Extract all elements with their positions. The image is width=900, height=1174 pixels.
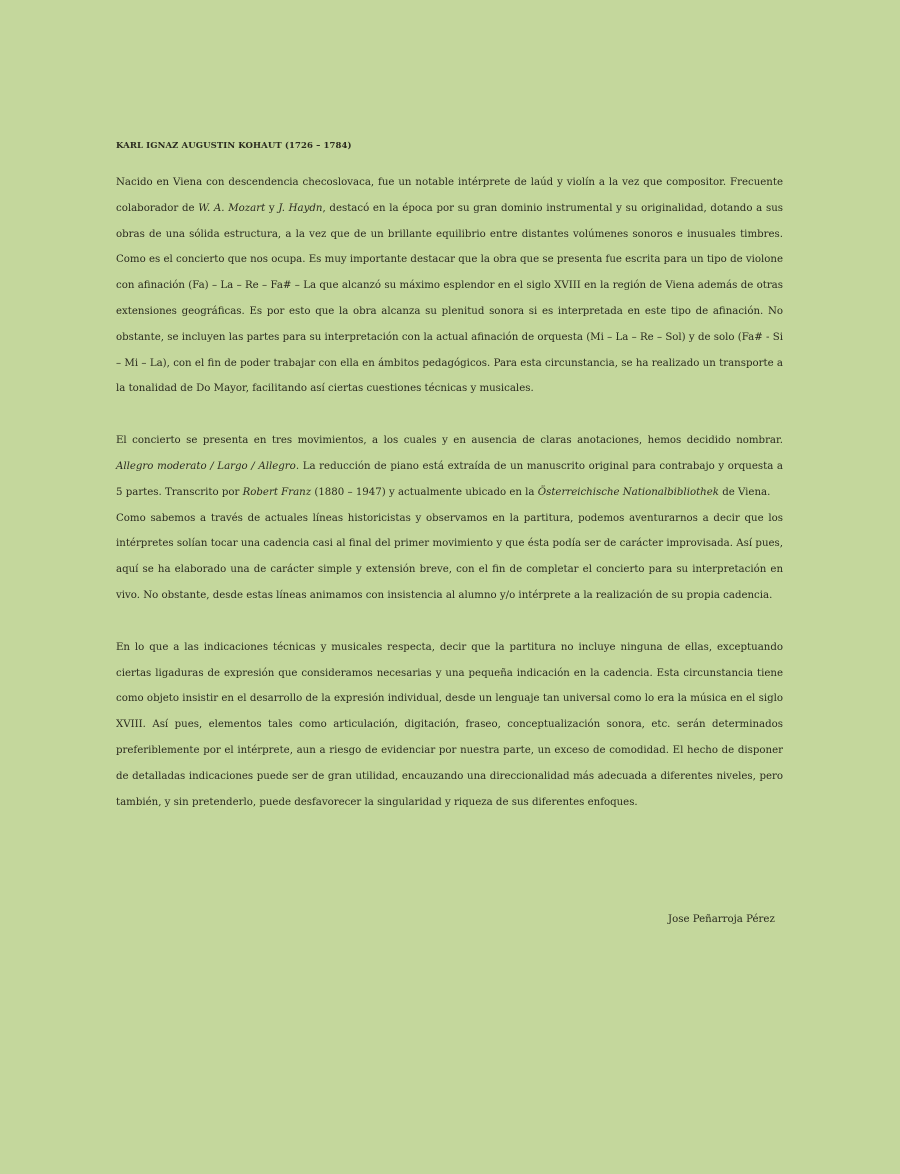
paragraph-text: (1880 – 1947) y actualmente ubicado en la <box>311 486 538 498</box>
document-body <box>116 138 783 815</box>
document-heading: KARL IGNAZ AUGUSTIN KOHAUT (1726 – 1784) <box>116 141 352 151</box>
composer-name: J. Haydn <box>278 202 323 214</box>
library-name: Österreichische Nationalbibliothek <box>537 486 719 498</box>
composer-name: W. A. Mozart <box>198 202 266 214</box>
author-signature: Jose Peñarroja Pérez <box>668 914 775 925</box>
paragraph-movements <box>116 428 783 505</box>
paragraph-cadenza: Como sabemos a través de actuales líneas historicistas y observamos en la partitura, podemos aventurarnos a decir que los intérpretes solían tocar una cadencia casi al final del primer movimiento y que ésta podía ser de carácter improvisada. Así pues, aquí se ha elaborado una de carácter simple y extensión breve, con el fin de completar el concierto para su interpretación en vivo. No obstante, desde estas líneas animamos con insistencia al alumno y/o intérprete a la realización de su propia cadencia. <box>116 512 783 601</box>
paragraph-text: , destacó en la época por su gran dominio instrumental y su originalidad, dotando a sus obras de una sólida estructura, a la vez que de un brillante equilibrio entre distantes volúmenes sonoros e inusuales timbres. Como es el concierto que nos ocupa. Es muy importante destacar que la obra que se presenta fue escrita para un tipo de violone con afinación (Fa) – La – Re – Fa# – La que alcanzó su máximo esplendor en el siglo XVIII en la región de Viena además de otras extensiones geográficas. Es por esto que la obra alcanza su plenitud sonora si es interpretada en este tipo de afinación. No obstante, se incluyen las partes para su interpretación con la actual afinación de orquesta (Mi – La – Re – Sol) y de solo (Fa# - Si – Mi – La), con el fin de poder trabajar con ella en ámbitos pedagógicos. Para esta circunstancia, se ha realizado un transporte a la tonalidad de Do Mayor, facilitando así ciertas cuestiones técnicas y musicales. <box>116 202 783 395</box>
paragraph-text: Nacido en Viena con descendencia checoslovaca, fue un notable intérprete de laúd y violín a la vez que compositor. Frecuente colaborador de <box>116 177 783 214</box>
paragraph-text: y <box>265 202 279 214</box>
movement-names: Allegro moderato / Largo / Allegro <box>116 460 296 472</box>
transcriber-name: Robert Franz <box>242 486 312 498</box>
paragraph-biography <box>116 170 783 402</box>
paragraph-indications: En lo que a las indicaciones técnicas y musicales respecta, decir que la partitura no incluye ninguna de ellas, exceptuando ciertas ligaduras de expresión que consideramos necesarias y una pequeña indicación en la cadencia. Esta circunstancia tiene como objeto insistir en el desarrollo de la expresión individual, desde un lenguaje tan universal como lo era la música en el siglo XVIII. Así pues, elementos tales como articulación, digitación, fraseo, conceptualización sonora, etc. serán determinados preferiblemente por el intérprete, aun a riesgo de evidenciar por nuestra parte, un exceso de comodidad. El hecho de disponer de detalladas indicaciones puede ser de gran utilidad, encauzando una direccionalidad más adecuada a diferentes niveles, pero también, y sin pretenderlo, puede desfavorecer la singularidad y riqueza de sus diferentes enfoques. <box>116 641 783 808</box>
paragraph-text: . La reducción de piano está extraída de un manuscrito original para contrabajo y orquesta a 5 partes. Transcrito por <box>116 460 783 498</box>
paragraph-text: de Viena. <box>718 486 771 498</box>
paragraph-text: El concierto se presenta en tres movimientos, a los cuales y en ausencia de claras anotaciones, hemos decidido nombrar. <box>116 435 783 447</box>
